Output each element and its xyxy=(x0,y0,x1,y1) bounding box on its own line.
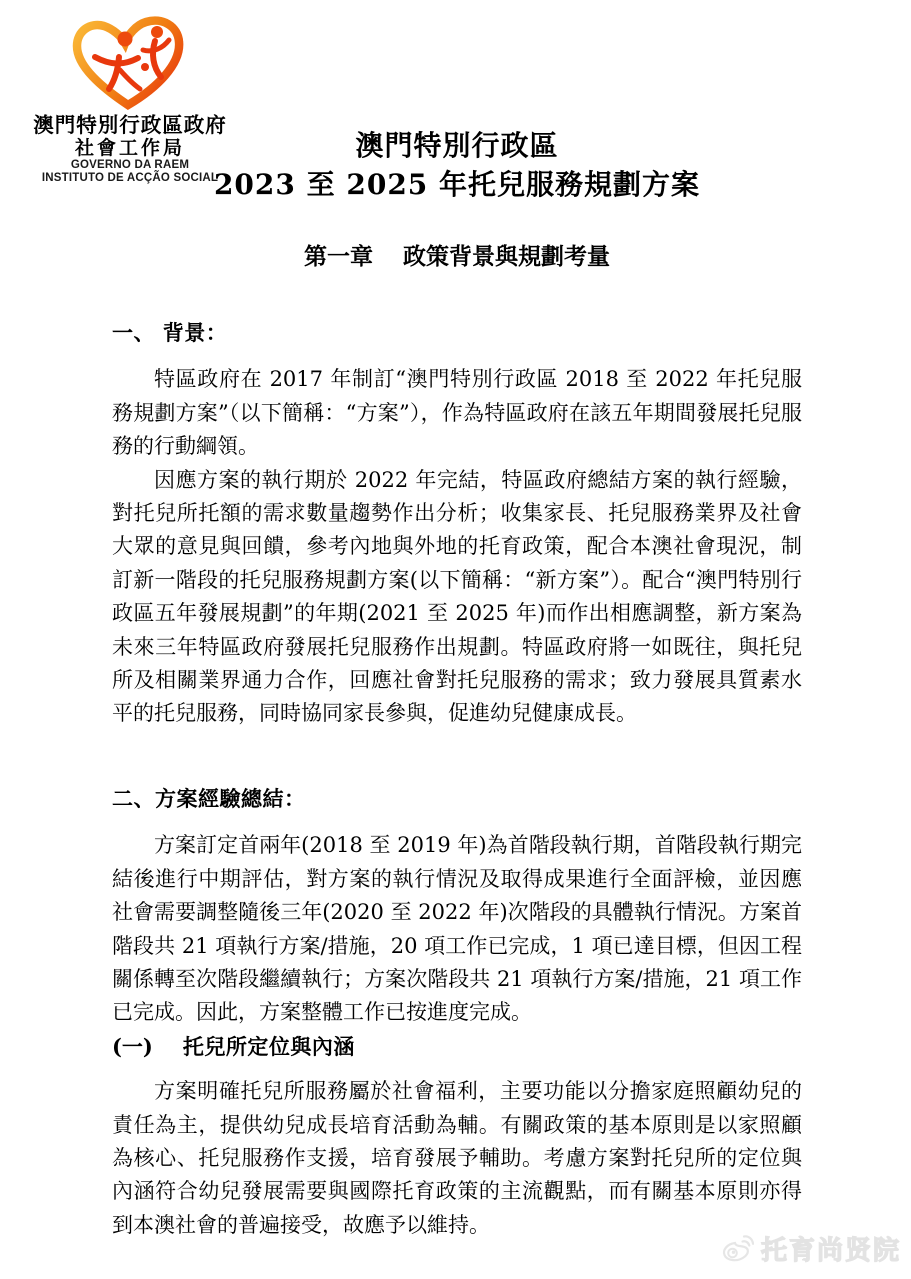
section-1-heading: 一、 背景： xyxy=(112,320,228,345)
agency-name-zh-line2: 社會工作局 xyxy=(74,137,185,159)
subsection-1-heading xyxy=(112,1030,802,1063)
document-title-line1: 澳門特別行政區 xyxy=(355,129,559,162)
heart-logo-icon xyxy=(64,12,196,112)
watermark-text: 托育尚贤院 xyxy=(760,1235,901,1265)
agency-name-pt-line2: INSTITUTO DE ACÇÃO SOCIAL xyxy=(41,172,219,184)
document-title xyxy=(112,126,802,204)
subsection-1-paragraph-1: 方案明確托兒所服務屬於社會福利，主要功能以分擔家庭照顧幼兒的責任為主，提供幼兒成長培育活動為輔。有關政策的基本原則是以家照顧為核心、托兒服務作支援，培育發展予輔助。考慮方案對托兒所的定位與內涵符合幼兒發展需要與國際托育政策的主流觀點，而有關基本原則亦得到本澳社會的普遍接受，故應予以維持。 xyxy=(112,1079,802,1237)
chapter-number: 第一章 xyxy=(304,243,373,270)
section-1-paragraph-1: 特區政府在 2017 年制訂“澳門特別行政區 2018 至 2022 年托兒服務規劃方案”（以下簡稱：“方案”），作為特區政府在該五年期間發展托兒服務的行動綱領。 xyxy=(112,367,802,459)
document-title-line2: 2023 至 2025 年托兒服務規劃方案 xyxy=(213,168,701,201)
section-2-heading: 二、方案經驗總結： xyxy=(112,785,306,811)
agency-name-zh-line1: 澳門特別行政區政府 xyxy=(33,113,227,137)
weibo-icon xyxy=(720,1234,754,1264)
watermark xyxy=(720,1230,901,1267)
document-body xyxy=(112,316,802,1242)
subsection-1-number: (一) xyxy=(112,1033,153,1059)
chapter-title: 政策背景與規劃考量 xyxy=(403,243,610,270)
chapter-heading xyxy=(112,241,802,273)
subsection-1-title: 托兒所定位與內涵 xyxy=(182,1033,355,1059)
section-1-paragraph-2: 因應方案的執行期於 2022 年完結，特區政府總結方案的執行經驗，對托兒所托額的需求數量趨勢作出分析；收集家長、托兒服務業界及社會大眾的意見與回饋，參考內地與外地的托育政策，配合本澳社會現況，制訂新一階段的托兒服務規劃方案(以下簡稱：“新方案”）。配合“澳門特別行政區五年發展規劃”的年期(2021 至 2025 年)而作出相應調整，新方案為未來三年特區政府發展托兒服務作出規劃。特區政府將一如既往，與托兒所及相關業界通力合作，回應社會對托兒服務的需求；致力發展具質素水平的托兒服務，同時協同家長參與，促進幼兒健康成長。 xyxy=(112,467,802,726)
agency-name-pt-line1: GOVERNO DA RAEM xyxy=(70,159,190,171)
section-2-paragraph-1: 方案訂定首兩年(2018 至 2019 年)為首階段執行期，首階段執行期完結後進行中期評估，對方案的執行情況及取得成果進行全面評檢，並因應社會需要調整隨後三年(2020 至 2022 年)次階段的具體執行情況。方案首階段共 21 項執行方案/措施，20 項工作已完成，1 項已達目標，但因工程關係轉至次階段繼續執行；方案次階段共 21 項執行方案/措施，21 項工作已完成。因此，方案整體工作已按進度完成。 xyxy=(112,833,802,1025)
